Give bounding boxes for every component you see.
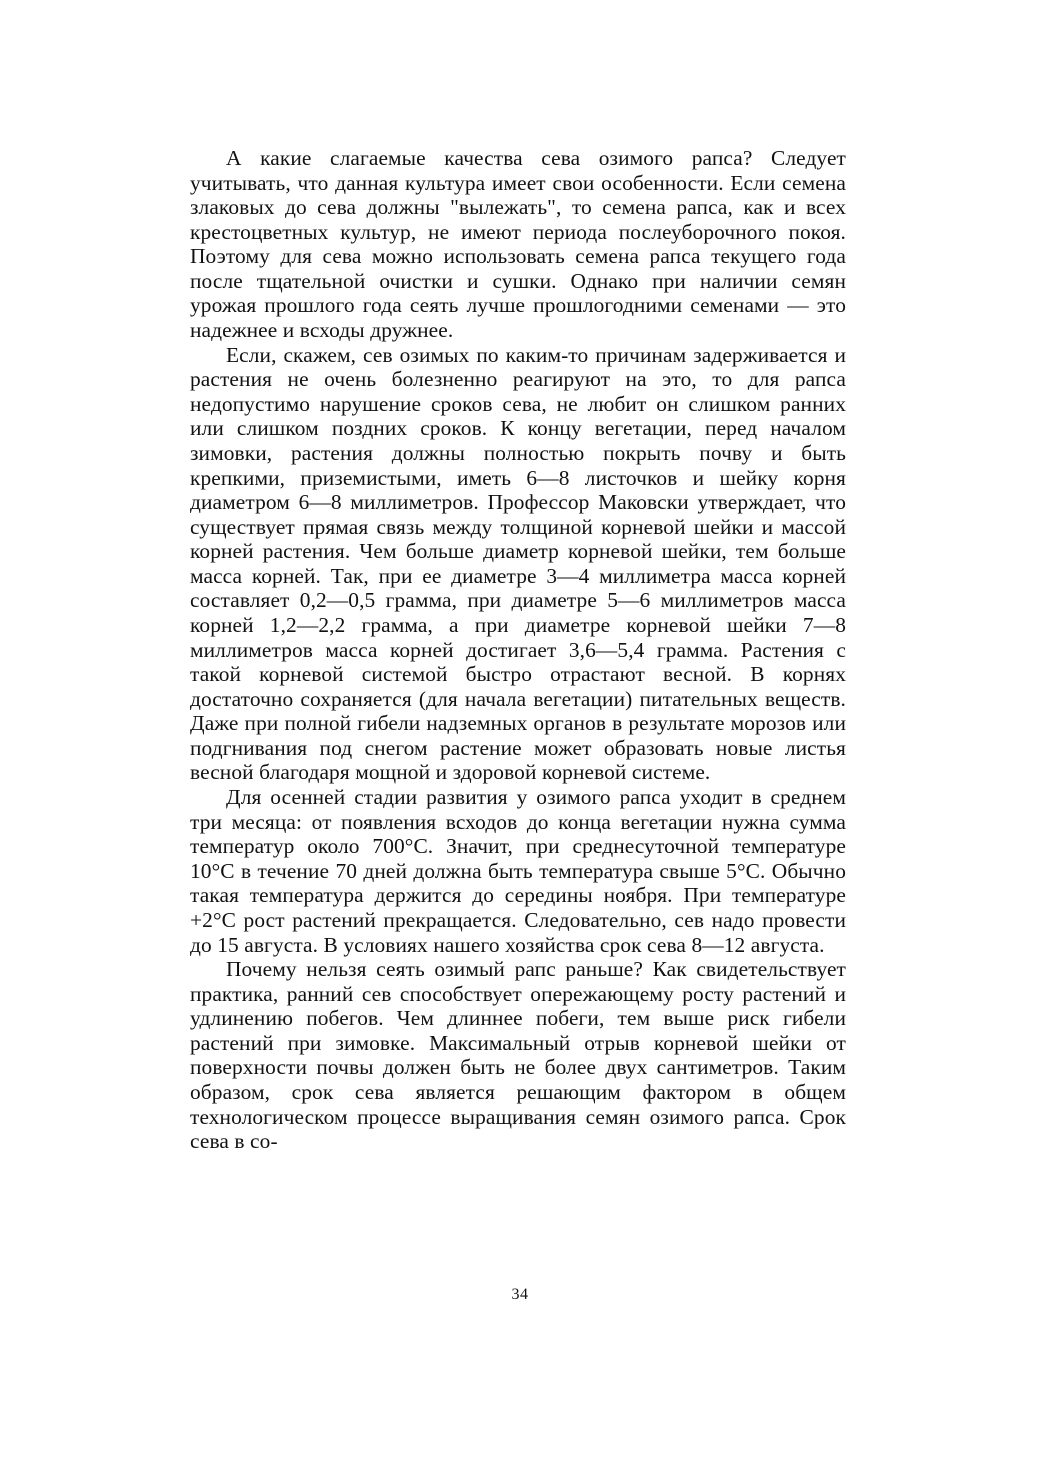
body-text [190, 146, 846, 1154]
paragraph-2: Если, скажем, сев озимых по каким-то причинам задерживается и растения не очень болезненно реагируют на это, то для рапса недопустимо нарушение сроков сева, не любит он слишком ранних или слишком поздних сроков. К концу вегетации, перед началом зимовки, растения должны полностью покрыть почву и быть крепкими, приземистыми, иметь 6—8 листочков и шейку корня диаметром 6—8 миллиметров. Профессор Маковски утверждает, что существует прямая связь между толщиной корневой шейки и массой корней растения. Чем больше диаметр корневой шейки, тем больше масса корней. Так, при ее диаметре 3—4 миллиметра масса корней составляет 0,2—0,5 грамма, при диаметре 5—6 миллиметров масса корней 1,2—2,2 грамма, а при диаметре корневой шейки 7—8 миллиметров масса корней достигает 3,6—5,4 грамма. Растения с такой корневой системой быстро отрастают весной. В корнях достаточно сохраняется (для начала вегетации) питательных веществ. Даже при полной гибели надземных органов в результате морозов или подгнивания под снегом растение может образовать новые листья весной благодаря мощной и здоровой корневой системе. [190, 342, 846, 785]
page-number: 34 [511, 1286, 529, 1303]
paragraph-3: Для осенней стадии развития у озимого рапса уходит в среднем три месяца: от появления всходов до конца вегетации нужна сумма температур около 700°С. Значит, при среднесуточной температуре 10°С в течение 70 дней должна быть температура свыше 5°С. Обычно такая температура держится до середины ноября. При температуре +2°С рост растений прекращается. Следовательно, сев надо провести до 15 августа. В условиях нашего хозяйства срок сева 8—12 августа. [190, 785, 846, 957]
paragraph-1: А какие слагаемые качества сева озимого рапса? Следует учитывать, что данная культура имеет свои особенности. Если семена злаковых до сева должны "вылежать", то семена рапса, как и всех крестоцветных культур, не имеют периода послеуборочного покоя. Поэтому для сева можно использовать семена рапса текущего года после тщательной очистки и сушки. Однако при наличии семян урожая прошлого года сеять лучше прошлогодними семенами — это надежнее и всходы дружнее. [190, 146, 846, 343]
paragraph-4: Почему нельзя сеять озимый рапс раньше? Как свидетельствует практика, ранний сев способствует опережающему росту растений и удлинению побегов. Чем длиннее побеги, тем выше риск гибели растений при зимовке. Максимальный отрыв корневой шейки от поверхности почвы должен быть не более двух сантиметров. Таким образом, срок сева является решающим фактором в общем технологическом процессе выращивания семян озимого рапса. Срок сева в со- [190, 957, 846, 1154]
